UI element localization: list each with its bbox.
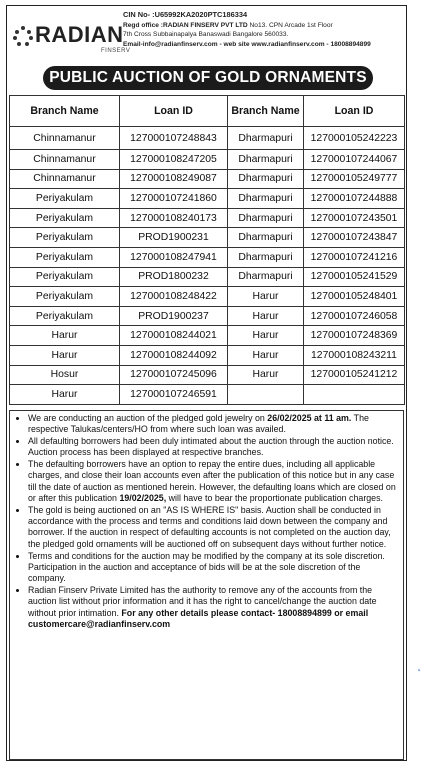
table-row [10, 150, 405, 170]
branch-name-cell: Chinnamanur [10, 169, 120, 189]
loan-id-cell: 127000107246058 [304, 306, 405, 326]
company-name: RADIAN FINSERV PVT LTD [162, 21, 248, 29]
terms-notes [9, 410, 404, 760]
branch-name-cell: Dharmapuri [228, 150, 304, 170]
contact-details: For any other details please contact- 18008894899 or email customercare@radianfinserv.com [28, 607, 369, 629]
cin-line: CIN No- :U65992KA2020PTC186334 [123, 10, 248, 19]
branch-name-cell: Harur [10, 326, 120, 346]
branch-name-cell: Harur [10, 385, 120, 405]
column-header: Branch Name [10, 96, 120, 127]
radian-logo [13, 20, 131, 56]
loan-id-cell: 127000105242223 [304, 127, 405, 150]
company-details [123, 10, 405, 49]
loan-id-cell: 127000105241529 [304, 267, 405, 287]
loan-id-cell: 127000105248401 [304, 287, 405, 307]
loan-id-cell: 127000107248843 [120, 127, 228, 150]
loan-id-cell: 127000107241216 [304, 247, 405, 267]
table-row [10, 208, 405, 228]
table-row [10, 365, 405, 385]
table-row [10, 247, 405, 267]
branch-name-cell: Harur [228, 345, 304, 365]
auction-notice [6, 5, 407, 761]
logo-dots-icon [13, 26, 35, 48]
list-item: • All defaulting borrowers had been duly intimated about the auction through the auction notice. Auction process has been displayed at respective branches. [28, 436, 399, 459]
branch-name-cell: Dharmapuri [228, 247, 304, 267]
loan-id-cell: 127000107243501 [304, 208, 405, 228]
branch-name-cell: Dharmapuri [228, 127, 304, 150]
loan-id-cell: 127000108240173 [120, 208, 228, 228]
loan-id-cell: PROD1900231 [120, 228, 228, 248]
branch-name-cell: Harur [228, 365, 304, 385]
branch-name-cell: Dharmapuri [228, 267, 304, 287]
stray-mark: ˛ [418, 661, 422, 672]
loan-id-cell: 127000105241212 [304, 365, 405, 385]
list-item: • Terms and conditions for the auction may be modified by the company at its sole discretion. Participation in the auction and acceptance of bids will be at the sole discretion of the company. [28, 551, 399, 585]
loan-id-cell: 127000107241860 [120, 189, 228, 209]
loan-id-cell: 127000108249087 [120, 169, 228, 189]
branch-name-cell: Hosur [10, 365, 120, 385]
branch-name-cell: Harur [228, 306, 304, 326]
regd-office-line: Regd office :RADIAN FINSERV PVT LTD No13. CPN Arcade 1st Floor [123, 21, 333, 29]
table-header-row [10, 96, 405, 127]
list-item: • Radian Finserv Private Limited has the authority to remove any of the accounts from the auction list without prior information and it has the right to cancel/change the auction date without prior intimation. For any other details please contact- 18008894899 or email customercare@radianfinserv.com [28, 585, 399, 630]
loan-id-cell: 127000107244067 [304, 150, 405, 170]
brand-subtitle: FINSERV [101, 48, 131, 54]
notice-header [7, 6, 406, 62]
branch-name-cell: Harur [228, 326, 304, 346]
loan-id-cell [304, 385, 405, 405]
list-item: • The defaulting borrowers have an option to repay the entire dues, including all applicable charges, and close their loan accounts even after the publication of this notice but in any case till the date of auction as mentioned herein. However, the defaulting loans which are closed on or after this publication 19/02/2025, will have to bear the proportionate publication charges. [28, 459, 399, 504]
loan-id-cell: PROD1800232 [120, 267, 228, 287]
loan-id-cell: 127000107248369 [304, 326, 405, 346]
table-body [10, 127, 405, 405]
list-item: • We are conducting an auction of the pledged gold jewelry on 26/02/2025 at 11 am. The respective Talukas/centers/HO from where such loan was availed. [28, 413, 399, 436]
column-header: Loan ID [304, 96, 405, 127]
table-row [10, 127, 405, 150]
branch-name-cell: Chinnamanur [10, 150, 120, 170]
branch-name-cell: Periyakulam [10, 267, 120, 287]
column-header: Loan ID [120, 96, 228, 127]
terms-list [14, 413, 399, 630]
loan-id-cell: 127000108247205 [120, 150, 228, 170]
cin-number: U65992KA2020PTC186334 [154, 10, 248, 19]
table-row [10, 189, 405, 209]
loan-id-cell: 127000108247941 [120, 247, 228, 267]
loan-id-cell: 127000105249777 [304, 169, 405, 189]
branch-name-cell: Periyakulam [10, 306, 120, 326]
branch-name-cell: Periyakulam [10, 228, 120, 248]
loan-table [9, 95, 405, 405]
loan-id-cell: 127000107244888 [304, 189, 405, 209]
branch-name-cell: Periyakulam [10, 247, 120, 267]
loan-id-cell: 127000108243211 [304, 345, 405, 365]
loan-id-cell: 127000107245096 [120, 365, 228, 385]
contact-line: Email-info@radianfinserv.com - web site www.radianfinserv.com - 18008894899 [123, 40, 371, 48]
branch-name-cell: Chinnamanur [10, 127, 120, 150]
branch-name-cell: Periyakulam [10, 208, 120, 228]
table-row [10, 385, 405, 405]
branch-name-cell: Harur [228, 287, 304, 307]
table-row [10, 306, 405, 326]
loan-id-cell: 127000108248422 [120, 287, 228, 307]
address-line: 7th Cross Subbainapalya Banaswadi Bangalore 560033. [123, 31, 289, 38]
column-header: Branch Name [228, 96, 304, 127]
branch-name-cell: Periyakulam [10, 189, 120, 209]
brand-name: RADIAN [35, 22, 124, 47]
auction-date: 26/02/2025 at 11 am. [267, 413, 352, 423]
loan-id-cell: 127000107246591 [120, 385, 228, 405]
list-item: • The gold is being auctioned on an "AS IS WHERE IS" basis. Auction shall be conducted in accordance with the process and terms and conditions laid down between the company and borrower. If the auction in respect of defaulting accounts is not completed on the auction day, the pledged gold ornaments will be auctioned off on subsequent days without further notice. [28, 505, 399, 550]
table-row [10, 169, 405, 189]
branch-name-cell: Harur [10, 345, 120, 365]
publication-date: 19/02/2025, [119, 493, 167, 504]
table-row [10, 228, 405, 248]
branch-name-cell: Dharmapuri [228, 189, 304, 209]
branch-name-cell: Dharmapuri [228, 208, 304, 228]
table-row [10, 287, 405, 307]
branch-name-cell: Dharmapuri [228, 228, 304, 248]
loan-id-cell: 127000107243847 [304, 228, 405, 248]
branch-name-cell: Periyakulam [10, 287, 120, 307]
loan-id-cell: 127000108244092 [120, 345, 228, 365]
table-row [10, 345, 405, 365]
branch-name-cell: Dharmapuri [228, 169, 304, 189]
loan-id-cell: PROD1900237 [120, 306, 228, 326]
notice-title: PUBLIC AUCTION OF GOLD ORNAMENTS [43, 66, 373, 90]
table-row [10, 326, 405, 346]
table-row [10, 267, 405, 287]
loan-id-cell: 127000108244021 [120, 326, 228, 346]
branch-name-cell [228, 385, 304, 405]
